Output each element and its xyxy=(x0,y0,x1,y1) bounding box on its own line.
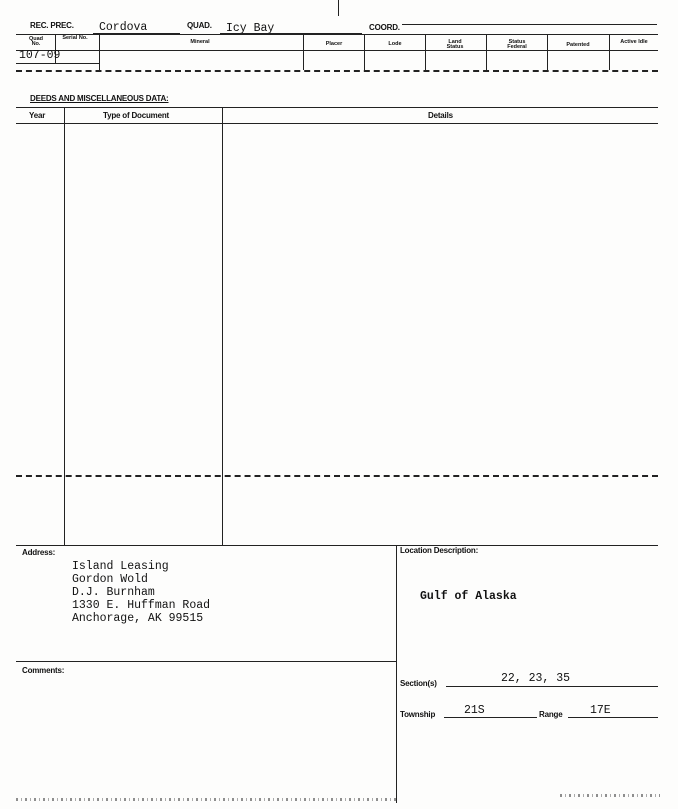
deeds-col-div-type xyxy=(222,107,223,545)
sections-value: 22, 23, 35 xyxy=(501,672,571,685)
scan-artifact xyxy=(560,794,660,797)
col-patented: Patented xyxy=(566,42,590,48)
top-tick-mark xyxy=(338,0,339,16)
header-col-div xyxy=(303,34,304,70)
quad-label: QUAD. xyxy=(187,21,212,30)
address-line: 1330 E. Huffman Road xyxy=(72,599,211,612)
address-line: Island Leasing xyxy=(72,560,169,573)
coord-underline xyxy=(402,24,657,25)
header-col-div xyxy=(486,34,487,70)
deeds-header-bottom xyxy=(16,123,658,124)
quad-no-value: 107-09 xyxy=(19,49,61,62)
deeds-col-details: Details xyxy=(428,111,453,120)
col-lode: Lode xyxy=(388,41,402,47)
rec-prec-value: Cordova xyxy=(99,21,148,34)
col-quad-no: Quad No. xyxy=(28,36,44,47)
header-col-div xyxy=(547,34,548,70)
township-value: 21S xyxy=(464,704,485,717)
header-col-div xyxy=(99,34,100,70)
col-mineral: Mineral xyxy=(190,39,210,45)
deeds-heading: DEEDS AND MISCELLANEOUS DATA: xyxy=(30,94,169,103)
col-serial-no: Serial No. xyxy=(62,35,88,41)
location-value: Gulf of Alaska xyxy=(420,590,517,603)
township-underline xyxy=(444,717,537,718)
rec-prec-label: REC. PREC. xyxy=(30,21,74,30)
range-value: 17E xyxy=(590,704,611,717)
township-label: Township xyxy=(400,710,436,719)
col-active-idle: Active Idle xyxy=(620,39,648,45)
deeds-col-type: Type of Document xyxy=(103,111,169,120)
sections-underline xyxy=(446,686,658,687)
header-col-div xyxy=(364,34,365,70)
deeds-col-year: Year xyxy=(29,111,46,120)
location-label: Location Description: xyxy=(400,546,479,555)
deeds-table-top xyxy=(16,107,658,108)
address-line: Anchorage, AK 99515 xyxy=(72,612,204,625)
header-table-mid xyxy=(16,50,658,51)
range-underline xyxy=(568,717,658,718)
header-table-bottom-dash xyxy=(16,70,658,72)
deeds-fold-dash xyxy=(16,475,658,477)
scan-artifact xyxy=(16,798,396,801)
col-land-status: Land Status xyxy=(446,39,464,50)
range-label: Range xyxy=(539,710,563,719)
address-label: Address: xyxy=(22,548,56,557)
header-row-bottom xyxy=(16,63,100,64)
address-line: D.J. Burnham xyxy=(72,586,155,599)
header-col-div xyxy=(609,34,610,70)
col-status-federal: Status Federal xyxy=(507,39,527,50)
comments-top-line xyxy=(16,661,396,662)
deeds-col-div-year xyxy=(64,107,65,545)
sections-label: Section(s) xyxy=(400,679,437,688)
coord-label: COORD. xyxy=(369,23,400,32)
address-block xyxy=(72,560,210,625)
address-line: Gordon Wold xyxy=(72,573,148,586)
address-top-line xyxy=(16,545,658,546)
comments-label: Comments: xyxy=(22,666,65,675)
quad-value: Icy Bay xyxy=(226,22,275,35)
header-table-top xyxy=(16,34,658,35)
col-placer: Placer xyxy=(325,41,343,47)
header-col-div xyxy=(425,34,426,70)
address-location-divider xyxy=(396,545,397,803)
